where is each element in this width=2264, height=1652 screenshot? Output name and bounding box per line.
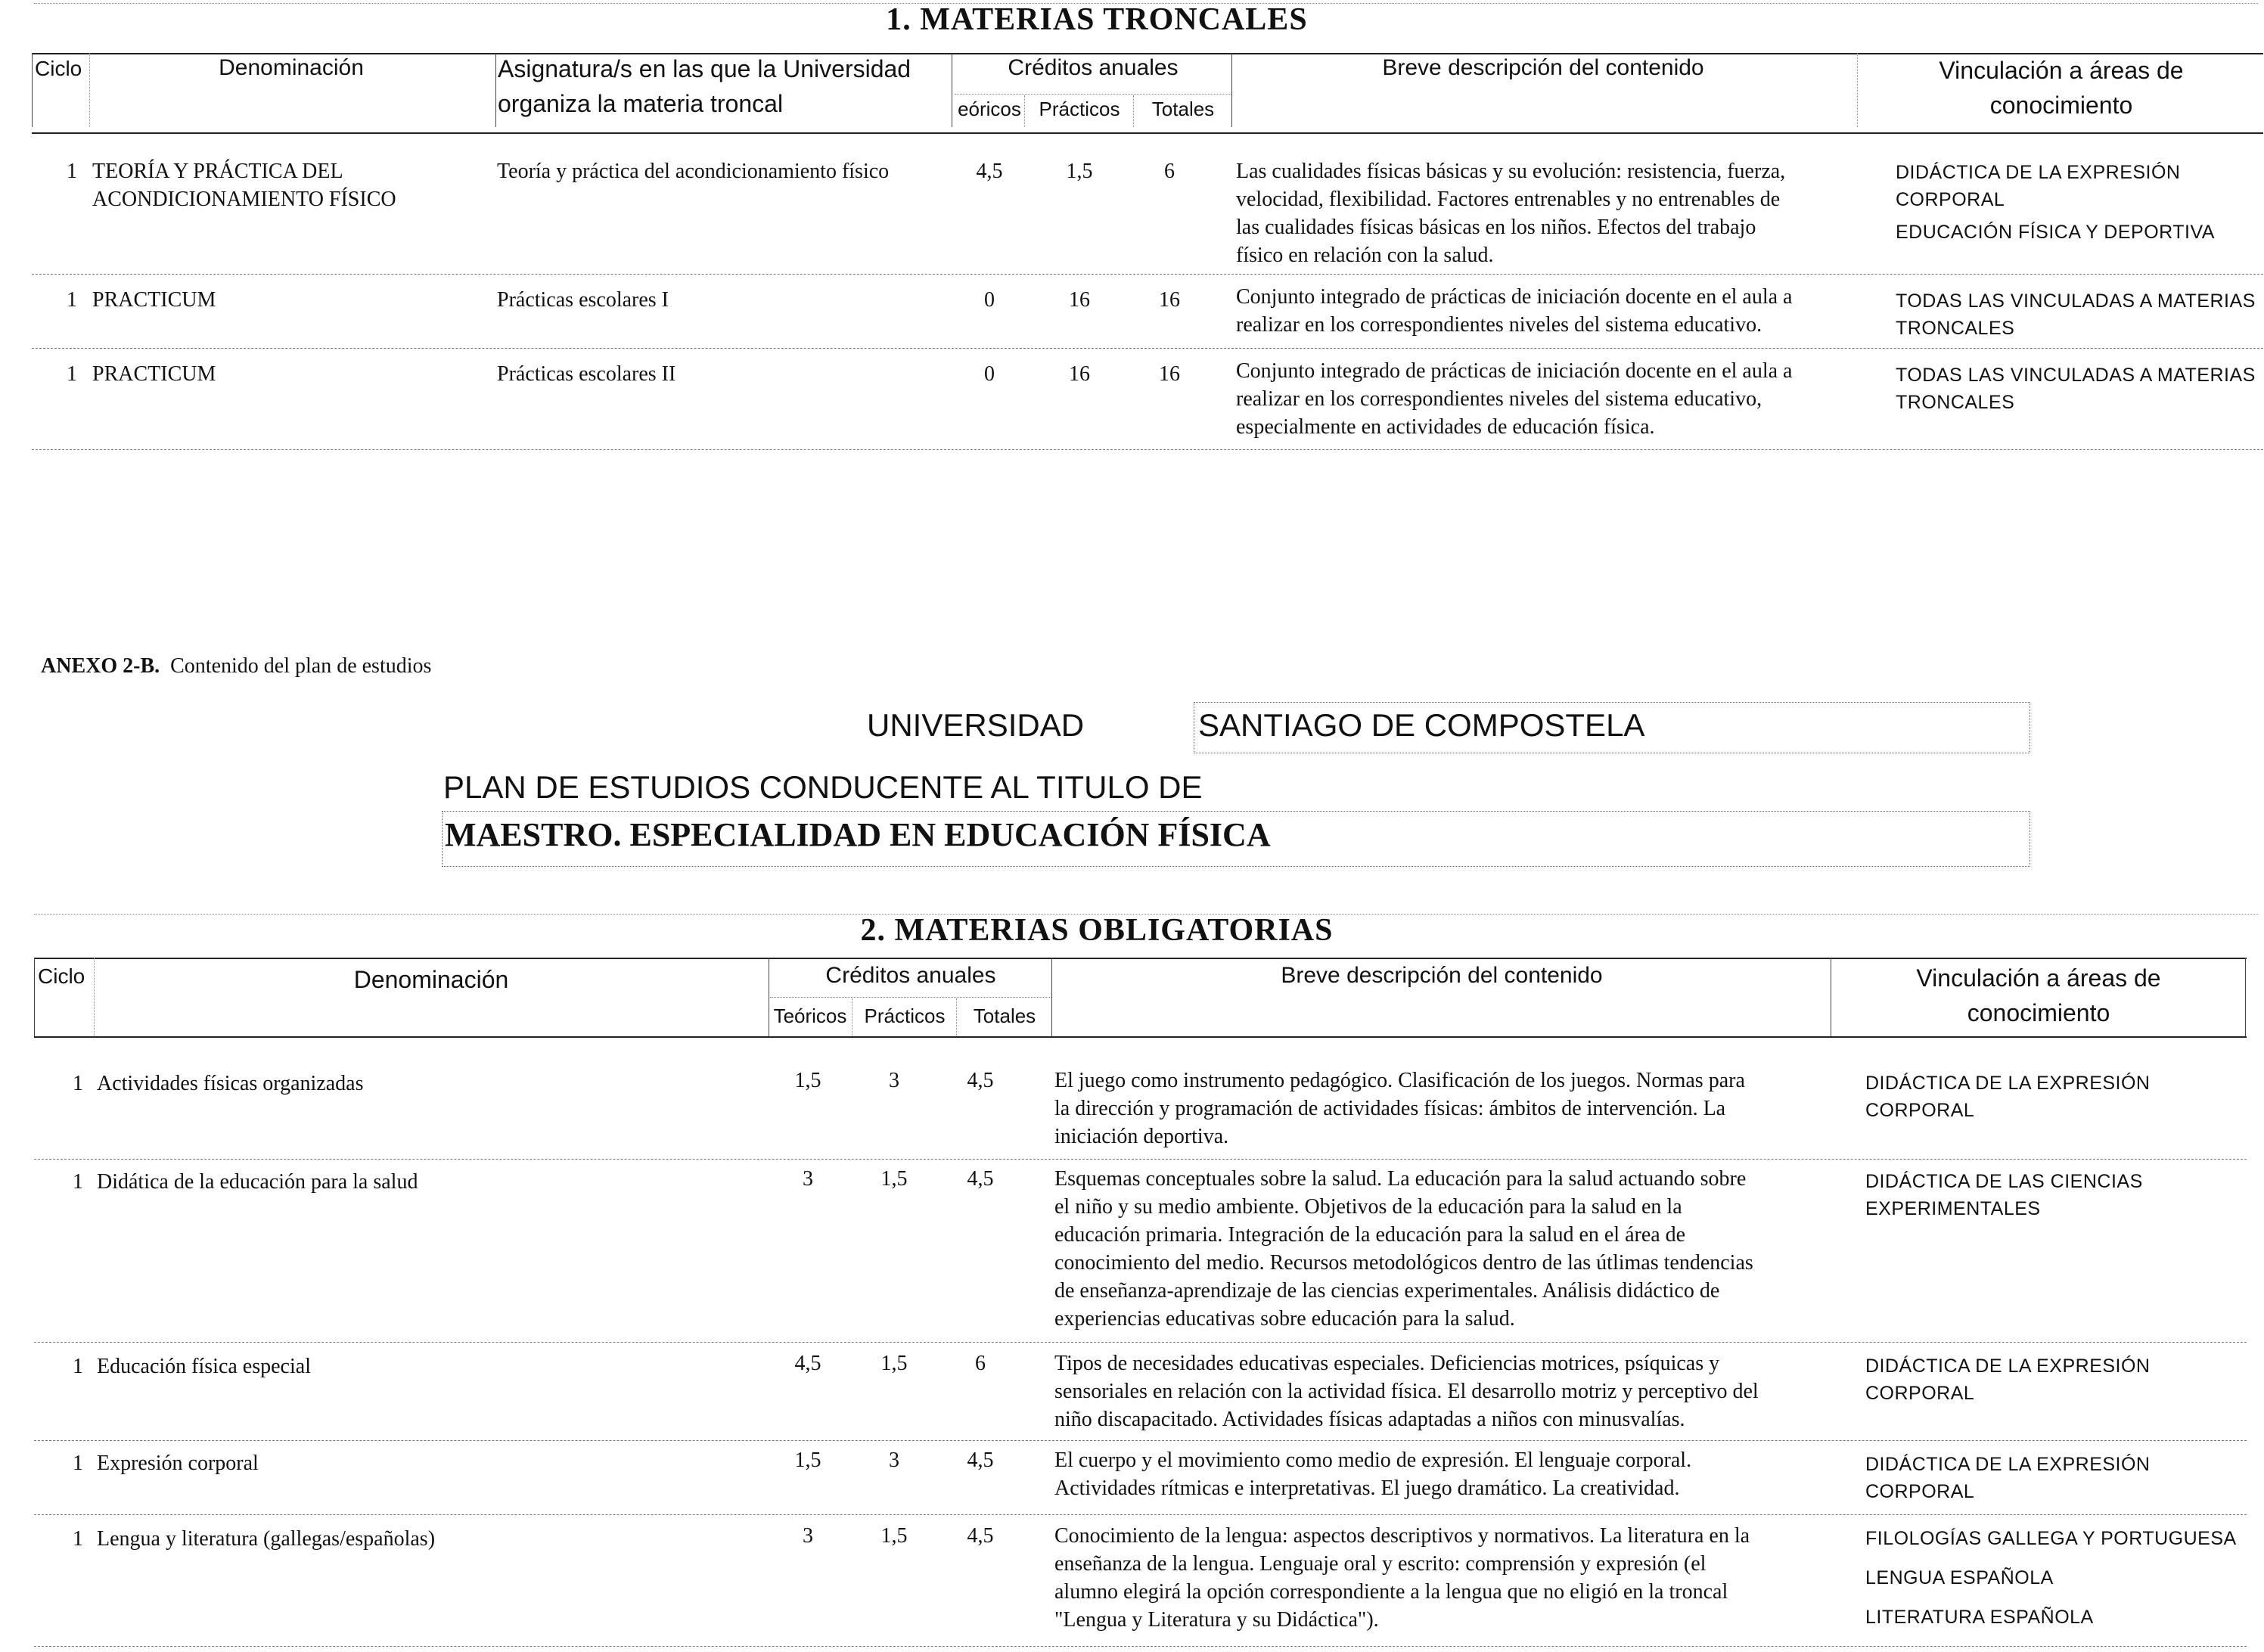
row-teoricos: 4,5 xyxy=(794,1352,821,1375)
s1-header-divider xyxy=(89,53,90,127)
row-practicos: 3 xyxy=(889,1069,899,1092)
section1-title: 1. MATERIAS TRONCALES xyxy=(886,2,1308,37)
s1-header-divider xyxy=(495,53,496,127)
section2-header-bottom-rule xyxy=(34,1036,2247,1038)
row-totales: 6 xyxy=(975,1352,986,1375)
row-ciclo: 1 xyxy=(67,362,77,386)
s2-header-vinculacion-line1: Vinculación a áreas de xyxy=(1916,964,2161,992)
universidad-value: SANTIAGO DE COMPOSTELA xyxy=(1198,707,1645,743)
row-denominacion: Actividades físicas organizadas xyxy=(97,1072,364,1095)
s2-header-border xyxy=(2245,958,2246,1036)
s1-header-divider xyxy=(1231,53,1232,127)
s2-header-creditos: Créditos anuales xyxy=(825,963,996,988)
row-descripcion: El cuerpo y el movimiento como medio de expresión. El lenguaje corporal. Actividades rítmicas e interpretativas. El juego dramático. La creatividad. xyxy=(1054,1449,1692,1500)
row-area: DIDÁCTICA DE LA EXPRESIÓN CORPORAL xyxy=(1865,1073,2151,1121)
row-denominacion: Educación física especial xyxy=(97,1355,311,1378)
row-area: TODAS LAS VINCULADAS A MATERIAS TRONCALES xyxy=(1896,365,2256,413)
s1-header-descripcion: Breve descripción del contenido xyxy=(1382,55,1704,80)
row-denominacion: TEORÍA Y PRÁCTICA DEL ACONDICIONAMIENTO FÍSICO xyxy=(92,160,396,211)
row-asignatura: Prácticas escolares II xyxy=(497,362,676,386)
row-separator xyxy=(34,1342,2247,1343)
row-separator xyxy=(34,1440,2247,1441)
row-denominacion: Expresión corporal xyxy=(97,1452,259,1475)
s1-header-asignatura-line1: Asignatura/s en las que la Universidad xyxy=(498,55,912,82)
section1-header-bottom-rule xyxy=(32,132,2263,134)
s1-header-totales: Totales xyxy=(1151,98,1215,120)
section2-title: 2. MATERIAS OBLIGATORIAS xyxy=(860,913,1334,948)
s1-credits-divider xyxy=(1024,95,1025,127)
row-practicos: 3 xyxy=(889,1449,899,1472)
s1-header-divider xyxy=(1857,53,1858,127)
row-separator xyxy=(34,1514,2247,1515)
annex-label: ANEXO 2-B. xyxy=(41,654,160,678)
row-denominacion: Didática de la educación para la salud xyxy=(97,1170,418,1194)
row-denominacion: PRACTICUM xyxy=(92,288,216,312)
universidad-label: UNIVERSIDAD xyxy=(867,707,1085,743)
row-practicos: 1,5 xyxy=(880,1167,908,1191)
section2-bottom-rule xyxy=(34,1646,2247,1647)
row-practicos: 1,5 xyxy=(880,1524,908,1548)
row-ciclo: 1 xyxy=(73,1170,83,1194)
row-ciclo: 1 xyxy=(73,1452,83,1475)
row-descripcion: Conjunto integrado de prácticas de iniciación docente en el aula a realizar en los correspondientes niveles del sistema educativo, especialmente en actividades de educación física. xyxy=(1236,359,1793,439)
s2-header-practicos: Prácticos xyxy=(864,1005,946,1027)
row-teoricos: 1,5 xyxy=(794,1449,821,1472)
row-totales: 4,5 xyxy=(967,1069,994,1092)
s1-credits-subrule xyxy=(955,94,1231,95)
section1-bottom-rule xyxy=(32,449,2263,450)
row-area: DIDÁCTICA DE LA EXPRESIÓN CORPORAL xyxy=(1865,1355,2151,1404)
row-asignatura: Teoría y práctica del acondicionamiento físico xyxy=(497,160,890,183)
row-descripcion: Conocimiento de la lengua: aspectos descriptivos y normativos. La literatura en la enseñanza de la lengua. Lenguaje oral y escrito: comprensión y expresión (el alumno elegirá la opción correspondiente a la lengua que no eligió en la troncal "Lengua y Literatura y su Didáctica"). xyxy=(1054,1524,1750,1632)
row-ciclo: 1 xyxy=(67,160,77,183)
row-ciclo: 1 xyxy=(73,1355,83,1378)
row-totales: 4,5 xyxy=(967,1449,994,1472)
s1-header-border xyxy=(32,53,33,127)
row-ciclo: 1 xyxy=(73,1527,83,1551)
row-teoricos: 0 xyxy=(984,288,995,312)
s2-header-denominacion: Denominación xyxy=(353,966,509,993)
row-area: LITERATURA ESPAÑOLA xyxy=(1865,1607,2094,1628)
row-area: DIDÁCTICA DE LAS CIENCIAS EXPERIMENTALES xyxy=(1865,1171,2143,1219)
s2-credits-divider xyxy=(956,998,957,1036)
row-descripcion: Tipos de necesidades educativas especiales. Deficiencias motrices, psíquicas y sensoriales en relación con la actividad física. El desarrollo motriz y perceptivo del niño discapacitado. Actividades físicas adaptadas a niños con minusvalías. xyxy=(1054,1352,1759,1431)
s2-credits-subrule xyxy=(770,997,1051,998)
row-practicos: 1,5 xyxy=(1066,160,1093,183)
row-practicos: 16 xyxy=(1069,288,1090,312)
row-descripcion: Esquemas conceptuales sobre la salud. La educación para la salud actuando sobre el niño y su medio ambiente. Objetivos de la educación para la salud en la educación primaria. Integración de la educación para la salud en el área de conocimiento del medio. Recursos metodológicos dentro de las útlimas tendencias de enseñanza-aprendizaje de las ciencias experimentales. Análisis didáctico de experiencias educativas sobre educación para la salud. xyxy=(1054,1167,1753,1331)
s2-header-descripcion: Breve descripción del contenido xyxy=(1281,963,1603,988)
row-ciclo: 1 xyxy=(67,288,77,312)
titulo-value: MAESTRO. ESPECIALIDAD EN EDUCACIÓN FÍSICA xyxy=(445,816,1271,853)
row-descripcion: Conjunto integrado de prácticas de iniciación docente en el aula a realizar en los correspondientes niveles del sistema educativo. xyxy=(1236,285,1793,337)
row-ciclo: 1 xyxy=(73,1072,83,1095)
row-area: FILOLOGÍAS GALLEGA Y PORTUGUESA xyxy=(1865,1528,2237,1549)
row-area: DIDÁCTICA DE LA EXPRESIÓN CORPORAL xyxy=(1865,1454,2151,1502)
row-area: EDUCACIÓN FÍSICA Y DEPORTIVA xyxy=(1896,222,2215,243)
row-totales: 4,5 xyxy=(967,1524,994,1548)
s1-header-ciclo: Ciclo xyxy=(35,57,82,80)
s2-header-ciclo: Ciclo xyxy=(38,964,85,988)
row-asignatura: Prácticas escolares I xyxy=(497,288,669,312)
row-area: TODAS LAS VINCULADAS A MATERIAS TRONCALES xyxy=(1896,290,2256,339)
s2-header-teoricos: Teóricos xyxy=(773,1005,847,1027)
row-teoricos: 1,5 xyxy=(794,1069,821,1092)
s2-header-totales: Totales xyxy=(973,1005,1036,1027)
row-area: LENGUA ESPAÑOLA xyxy=(1865,1567,2054,1588)
s1-header-vinculacion-line1: Vinculación a áreas de xyxy=(1939,57,2184,84)
s1-header-creditos: Créditos anuales xyxy=(1008,55,1179,80)
s1-header-vinculacion-line2: conocimiento xyxy=(1989,92,2133,119)
row-teoricos: 3 xyxy=(803,1167,813,1191)
row-teoricos: 3 xyxy=(803,1524,813,1548)
plan-label: PLAN DE ESTUDIOS CONDUCENTE AL TITULO DE xyxy=(443,769,1203,805)
annex-heading xyxy=(41,652,431,680)
s1-credits-divider xyxy=(1133,95,1134,127)
s1-header-practicos: Prácticos xyxy=(1039,98,1120,120)
row-descripcion: Las cualidades físicas básicas y su evolución: resistencia, fuerza, velocidad, flexibilidad. Factores entrenables y no entrenables de las cualidades físicas básicas en los niños. Efectos del trabajo físico en relación con la salud. xyxy=(1236,160,1786,267)
row-totales: 4,5 xyxy=(967,1167,994,1191)
row-area: DIDÁCTICA DE LA EXPRESIÓN CORPORAL xyxy=(1896,162,2181,210)
row-separator xyxy=(32,348,2263,349)
row-descripcion: El juego como instrumento pedagógico. Clasificación de los juegos. Normas para la dirección y programación de actividades físicas: ámbitos de intervención. La iniciación deportiva. xyxy=(1054,1069,1745,1148)
s1-header-denominacion: Denominación xyxy=(219,55,364,80)
row-totales: 6 xyxy=(1164,160,1175,183)
row-separator xyxy=(34,1159,2247,1160)
row-teoricos: 0 xyxy=(984,362,995,386)
section2-header-top-rule xyxy=(34,958,2247,959)
row-denominacion: PRACTICUM xyxy=(92,362,216,386)
annex-text: Contenido del plan de estudios xyxy=(170,654,432,678)
s2-header-divider xyxy=(1051,958,1052,1036)
row-separator xyxy=(32,274,2263,275)
row-teoricos: 4,5 xyxy=(976,160,1003,183)
s1-header-teoricos: eóricos xyxy=(958,98,1021,120)
row-totales: 16 xyxy=(1159,288,1180,312)
s2-header-border xyxy=(34,958,35,1036)
row-practicos: 1,5 xyxy=(880,1352,908,1375)
s2-header-vinculacion-line2: conocimiento xyxy=(1967,999,2110,1026)
row-practicos: 16 xyxy=(1069,362,1090,386)
s2-header-divider xyxy=(94,958,95,1036)
row-totales: 16 xyxy=(1159,362,1180,386)
row-denominacion: Lengua y literatura (gallegas/españolas) xyxy=(97,1527,436,1551)
s1-header-asignatura-line2: organiza la materia troncal xyxy=(498,90,784,117)
